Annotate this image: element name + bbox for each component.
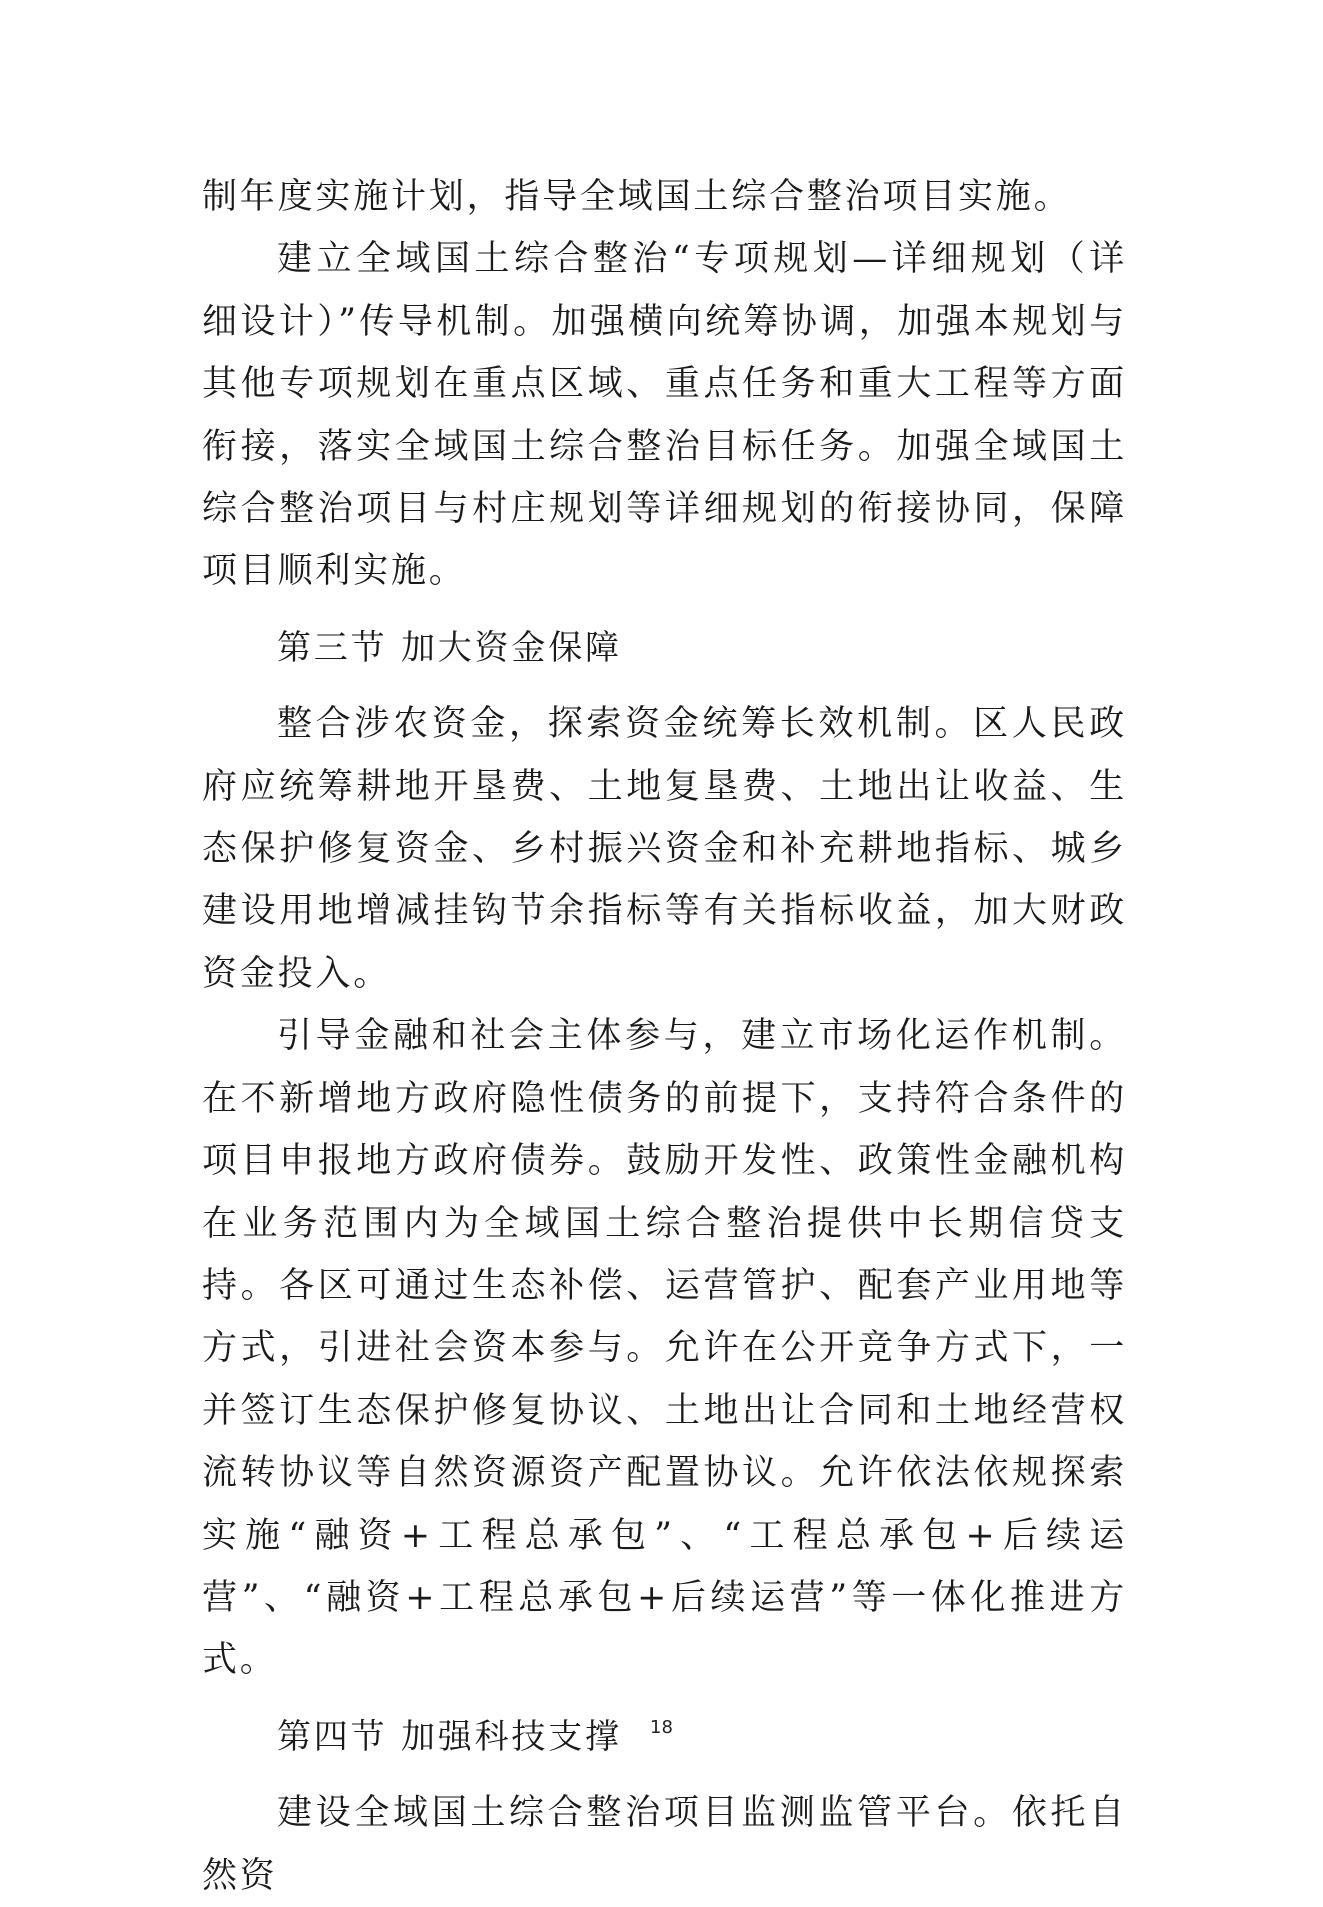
paragraph-market-mechanism: 引导金融和社会主体参与，建立市场化运作机制。在不新增地方政府隐性债务的前提下，支持符合条件的项目申报地方政府债券。鼓励开发性、政策性金融机构在业务范围内为全域国土综合整治提供中长期信贷支持。各区可通过生态补偿、运营管护、配套产业用地等方式，引进社会资本参与。允许在公开竞争方式下，一并签订生态保护修复协议、土地出让合同和土地经营权流转协议等自然资源资产配置协议。允许依法依规探索实施“融资+工程总承包”、“工程总承包+后续运营”、“融资+工程总承包+后续运营”等一体化推进方式。 [202,1016,1127,1681]
page-number: 18 [650,1717,673,1738]
section-heading-4: 第四节 加强科技支撑 [277,1716,622,1757]
paragraph-continuation: 制年度实施计划，指导全域国土综合整治项目实施。 [202,177,1072,217]
spacer [202,603,1127,617]
paragraph-transmission-mechanism: 建立全域国土综合整治“专项规划—详细规划（详细设计）”传导机制。加强横向统筹协调，加强本规划与其他专项规划在重点区域、重点任务和重大工程等方面衔接，落实全域国土综合整治目标任务。加强全域国土综合整治项目与村庄规划等详细规划的衔接协同，保障项目顺利实施。 [202,239,1127,592]
spacer [202,1692,1127,1706]
page-content [202,166,1127,1907]
spacer [202,679,1127,693]
section-heading-3: 第三节 加大资金保障 [277,627,622,668]
spacer [202,1768,1127,1782]
paragraph-monitoring-platform: 建设全域国土综合整治项目监测监管平台。依托自然资 [202,1793,1127,1896]
paragraph-fund-integration: 整合涉农资金，探索资金统筹长效机制。区人民政府应统筹耕地开垦费、土地复垦费、土地出让收益、生态保护修复资金、乡村振兴资金和补充耕地指标、城乡建设用地增减挂钩节余指标等有关指标收益，加大财政资金投入。 [202,704,1127,994]
